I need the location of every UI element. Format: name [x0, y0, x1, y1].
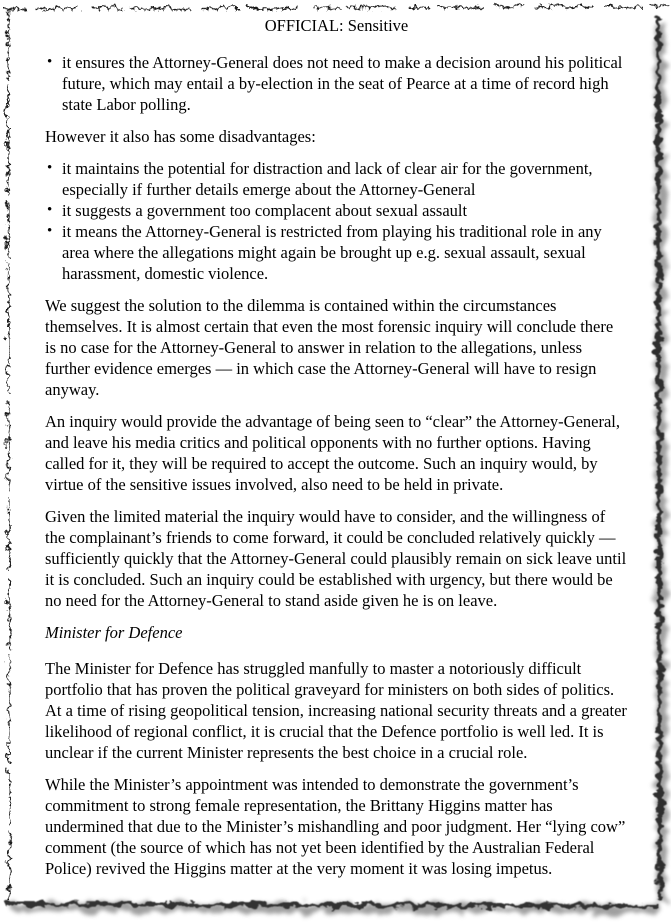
defence-minister-paragraph: While the Minister’s appointment was intended to demonstrate the government’s commitment to strong female representation, the Brittany Higgins matter has undermined that due to the Minister’s mishandling and poor judgment. Her “lying cow” comment (the source of which has not yet been identified by the Australian Federal Police) revived the Higgins matter at the very moment it was losing impetus. [45, 775, 626, 878]
solution-paragraph: We suggest the solution to the dilemma is contained within the circumstances themselves. It is almost certain that even the most forensic inquiry will conclude there is no case for the Attorney-General to answer in relation to the allegations, unless further evidence emerges — in which case the Attorney-General will have to resign anyway. [45, 296, 614, 399]
list-item [45, 158, 628, 200]
bullet-text: it means the Attorney-General is restricted from playing his traditional role in any area where the allegations might again be brought up e.g. sexual assault, sexual harassment, domestic violence. [62, 222, 602, 283]
list-item [45, 52, 628, 115]
bullet-marker: • [47, 54, 53, 70]
bullet-marker: • [47, 202, 53, 218]
defence-portfolio-paragraph: The Minister for Defence has struggled manfully to master a notoriously difficult portfolio that has proven the political graveyard for ministers on both sides of politics. At a time of rising geopolitical tension, increasing national security threats and a greater likelihood of regional conflict, it is crucial that the Defence portfolio is well led. It is unclear if the current Minister represents the best choice in a crucial role. [45, 659, 627, 762]
bullet-marker: • [47, 223, 53, 239]
disadvantages-bullet-list [45, 158, 628, 284]
intro-bullet-list [45, 52, 628, 115]
list-item [45, 200, 628, 221]
section-heading-minister-for-defence: Minister for Defence [45, 623, 183, 642]
list-item [45, 221, 628, 284]
inquiry-timing-paragraph: Given the limited material the inquiry would have to consider, and the willingness of the complainant’s friends to come forward, it could be concluded relatively quickly — sufficiently quickly that the Attorney-General could plausibly remain on sick leave until it is concluded. Such an inquiry could be established with urgency, but there would be no need for the Attorney-General to stand aside given he is on leave. [45, 507, 627, 610]
bullet-marker: • [47, 160, 53, 176]
disadvantages-lead-paragraph: However it also has some disadvantages: [45, 127, 316, 146]
bullet-text: it suggests a government too complacent about sexual assault [62, 201, 468, 220]
bullet-text: it maintains the potential for distraction and lack of clear air for the government, especially if further details emerge about the Attorney-General [62, 159, 593, 199]
bullet-text: it ensures the Attorney-General does not need to make a decision around his political future, which may entail a by-election in the seat of Pearce at a time of record high state Labor polling. [62, 53, 623, 114]
inquiry-advantage-paragraph: An inquiry would provide the advantage of being seen to “clear” the Attorney-General, and leave his media critics and political opponents with no further options. Having called for it, they will be required to accept the outcome. Such an inquiry would, by virtue of the sensitive issues involved, also need to be held in private. [45, 412, 621, 494]
classification-header: OFFICIAL: Sensitive [264, 16, 409, 35]
document-body [45, 15, 628, 890]
